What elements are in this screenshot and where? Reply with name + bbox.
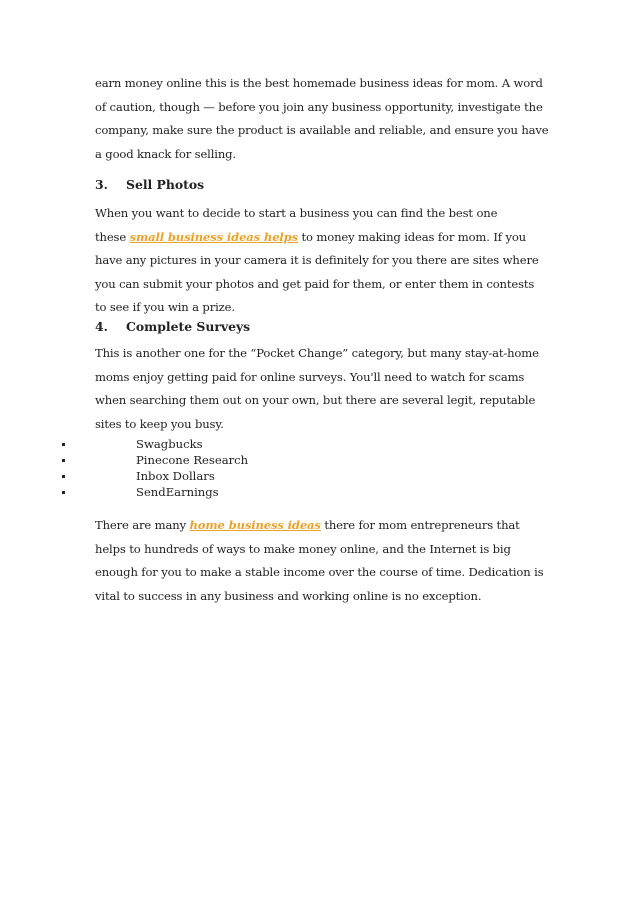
paragraph-line	[95, 226, 545, 250]
intro-paragraph	[95, 72, 549, 166]
paragraph-line: vital to success in any business and working online is no exception.	[95, 588, 482, 603]
text-fragment: there for mom entrepreneurs that	[320, 518, 520, 532]
paragraph-line: helps to hundreds of ways to make money online, and the Internet is big	[95, 541, 511, 556]
paragraph-line: moms enjoy getting paid for online surveys. You'll need to watch for scams	[95, 369, 525, 384]
paragraph-line: when searching them out on your own, but there are several legit, reputable	[95, 393, 536, 407]
list-item-label: Pinecone Research	[136, 453, 249, 467]
section-title: Complete Surveys	[126, 319, 251, 334]
intro-line: of caution, though — before you join any business opportunity, investigate the	[95, 99, 543, 114]
text-fragment: these	[95, 229, 130, 244]
intro-line: a good knack for selling.	[95, 146, 236, 161]
list-item	[60, 484, 248, 500]
list-item-label: Inbox Dollars	[136, 469, 215, 483]
complete-surveys-paragraph	[95, 342, 545, 436]
paragraph-line: to see if you win a prize.	[95, 300, 235, 314]
small-business-ideas-link[interactable]: small business ideas helps	[129, 229, 299, 244]
paragraph-line: This is another one for the “Pocket Change” category, but many stay-at-home	[95, 346, 539, 360]
paragraph-line	[95, 514, 545, 538]
text-fragment: There are many	[95, 518, 190, 532]
bullet-icon	[62, 475, 65, 478]
list-item-label: SendEarnings	[136, 485, 219, 499]
section-number: 4.	[95, 319, 108, 334]
paragraph-line: you can submit your photos and get paid for them, or enter them in contests	[95, 276, 535, 291]
section-heading-complete-surveys	[95, 319, 250, 334]
bullet-icon	[62, 491, 65, 494]
list-item	[60, 452, 248, 468]
text-fragment: to money making ideas for mom. If you	[298, 229, 527, 244]
section-title: Sell Photos	[126, 177, 205, 192]
list-item	[60, 468, 248, 484]
list-item	[60, 436, 248, 452]
section-number: 3.	[95, 177, 108, 192]
intro-line: earn money online this is the best homemade business ideas for mom. A word	[95, 76, 543, 90]
intro-line: company, make sure the product is available and reliable, and ensure you have	[95, 123, 549, 137]
paragraph-line: enough for you to make a stable income over the course of time. Dedication is	[95, 565, 544, 579]
section-heading-sell-photos	[95, 177, 204, 192]
paragraph-line: have any pictures in your camera it is definitely for you there are sites where	[95, 253, 539, 267]
home-business-ideas-link[interactable]: home business ideas	[189, 518, 321, 532]
bullet-icon	[62, 459, 65, 462]
survey-sites-list	[60, 436, 248, 500]
paragraph-line: sites to keep you busy.	[95, 416, 224, 431]
conclusion-paragraph	[95, 514, 545, 608]
paragraph-line: When you want to decide to start a business you can find the best one	[95, 206, 498, 220]
bullet-icon	[62, 443, 65, 446]
sell-photos-paragraph	[95, 202, 545, 320]
list-item-label: Swagbucks	[136, 437, 203, 451]
